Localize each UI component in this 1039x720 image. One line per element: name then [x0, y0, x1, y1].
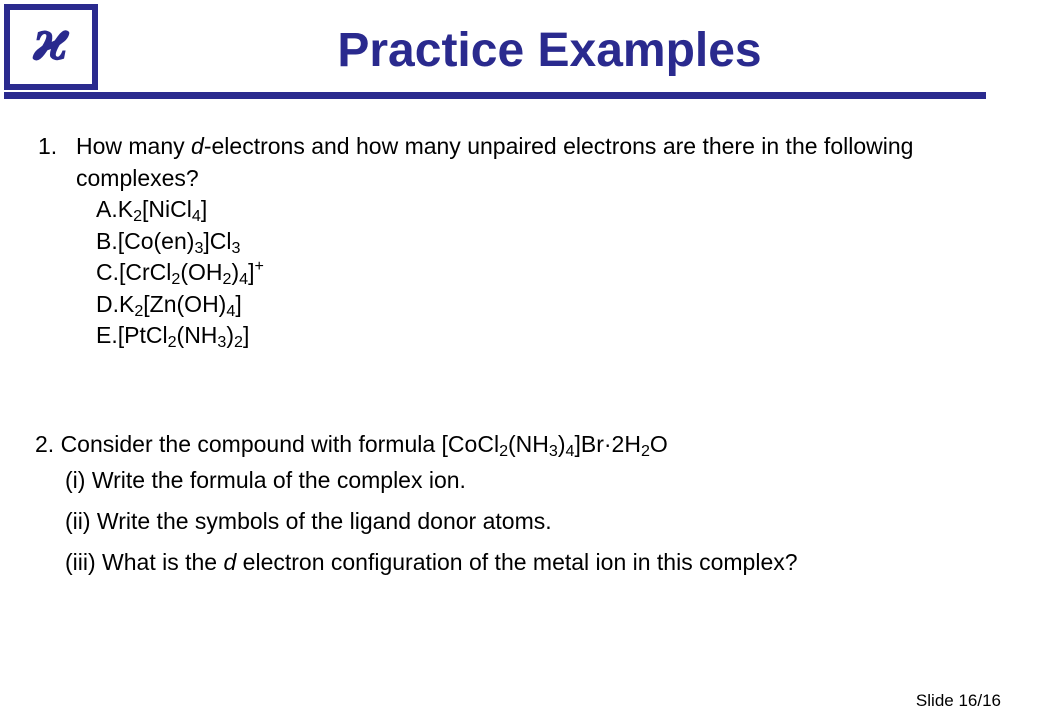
question-2-part-i: (i) Write the formula of the complex ion. — [65, 467, 466, 493]
slide-number: Slide 16/16 — [915, 691, 1001, 710]
formula-text: [NiCl — [142, 196, 192, 222]
option-b-formula — [117, 227, 241, 257]
formula-subscript: 2 — [499, 442, 509, 461]
formula-text: [CrCl — [119, 259, 172, 285]
kappa-logo-icon: ϰ — [32, 8, 70, 74]
part-iii-text-start: (iii) What is the — [65, 549, 224, 575]
option-a-formula — [117, 196, 208, 226]
question-1-text-end: -electrons and how many unpaired electrons are there in the following complexes? — [76, 133, 914, 191]
part-iii-text-end: electron configuration of the metal ion in this complex? — [236, 549, 798, 575]
question-2-part-iii — [65, 542, 995, 583]
formula-text: O — [649, 431, 668, 457]
title-underline — [4, 92, 986, 99]
formula-text: ) — [557, 431, 566, 457]
formula-subscript: 4 — [191, 207, 201, 226]
option-c-formula — [119, 257, 264, 289]
formula-text: ) — [231, 259, 240, 285]
formula-subscript: 2 — [222, 270, 232, 289]
option-e — [96, 320, 938, 352]
complex-options — [96, 194, 938, 352]
formula-text: (NH — [176, 322, 218, 348]
question-1-text — [76, 130, 938, 194]
slide-title: Practice Examples — [337, 24, 762, 77]
formula-subscript: 3 — [194, 238, 204, 257]
formula-text: ] — [200, 196, 208, 222]
question-2-intro — [35, 428, 995, 460]
formula-superscript: + — [254, 257, 264, 276]
question-1-text-italic: d — [191, 133, 204, 159]
formula-text: [Co(en) — [117, 227, 195, 254]
formula-text: [Zn(OH) — [143, 290, 227, 317]
formula-text: ]Br·2H — [574, 431, 641, 457]
option-e-formula — [117, 322, 250, 352]
part-iii-text-italic: d — [223, 549, 237, 575]
formula-subscript: 2 — [171, 270, 181, 289]
formula-text: ] — [243, 322, 250, 348]
formula-subscript: 2 — [167, 333, 177, 352]
option-d — [96, 289, 938, 321]
formula-subscript: 3 — [231, 238, 241, 257]
question-1-number: 1. — [38, 133, 58, 159]
option-a-letter: A. — [96, 196, 118, 222]
formula-text: (NH — [508, 431, 549, 457]
formula-subscript: 2 — [640, 442, 650, 461]
formula-subscript: 2 — [234, 333, 243, 352]
formula-subscript: 2 — [133, 207, 143, 226]
formula-subscript: 4 — [565, 442, 575, 461]
formula-text: K — [119, 290, 135, 317]
formula-text: [CoCl — [441, 431, 500, 457]
formula-text: ]Cl — [203, 227, 232, 254]
question-2-intro-text: 2. Consider the compound with formula — [35, 431, 442, 457]
formula-subscript: 3 — [548, 442, 558, 461]
option-e-letter: E. — [96, 322, 118, 348]
formula-subscript: 2 — [134, 301, 144, 320]
formula-text: [PtCl — [117, 322, 168, 348]
formula-text: ) — [226, 322, 235, 348]
formula-subscript: 4 — [239, 270, 249, 289]
formula-text: ] — [248, 259, 255, 285]
formula-subscript: 3 — [217, 333, 227, 352]
compound-formula — [441, 431, 668, 461]
logo — [4, 4, 98, 90]
question-2 — [35, 428, 995, 583]
option-d-letter: D. — [96, 290, 119, 317]
formula-subscript: 4 — [226, 301, 236, 320]
question-1 — [38, 130, 938, 352]
option-b — [96, 226, 938, 258]
question-1-text-start: How many — [76, 133, 192, 159]
option-c — [96, 257, 938, 289]
formula-text: (OH — [180, 259, 223, 285]
option-a — [96, 194, 938, 226]
formula-text: K — [117, 196, 134, 222]
option-c-letter: C. — [96, 259, 119, 285]
option-d-formula — [119, 290, 242, 320]
option-b-letter: B. — [96, 227, 118, 254]
question-2-part-ii: (ii) Write the symbols of the ligand donor atoms. — [65, 508, 552, 534]
formula-text: ] — [235, 290, 242, 317]
